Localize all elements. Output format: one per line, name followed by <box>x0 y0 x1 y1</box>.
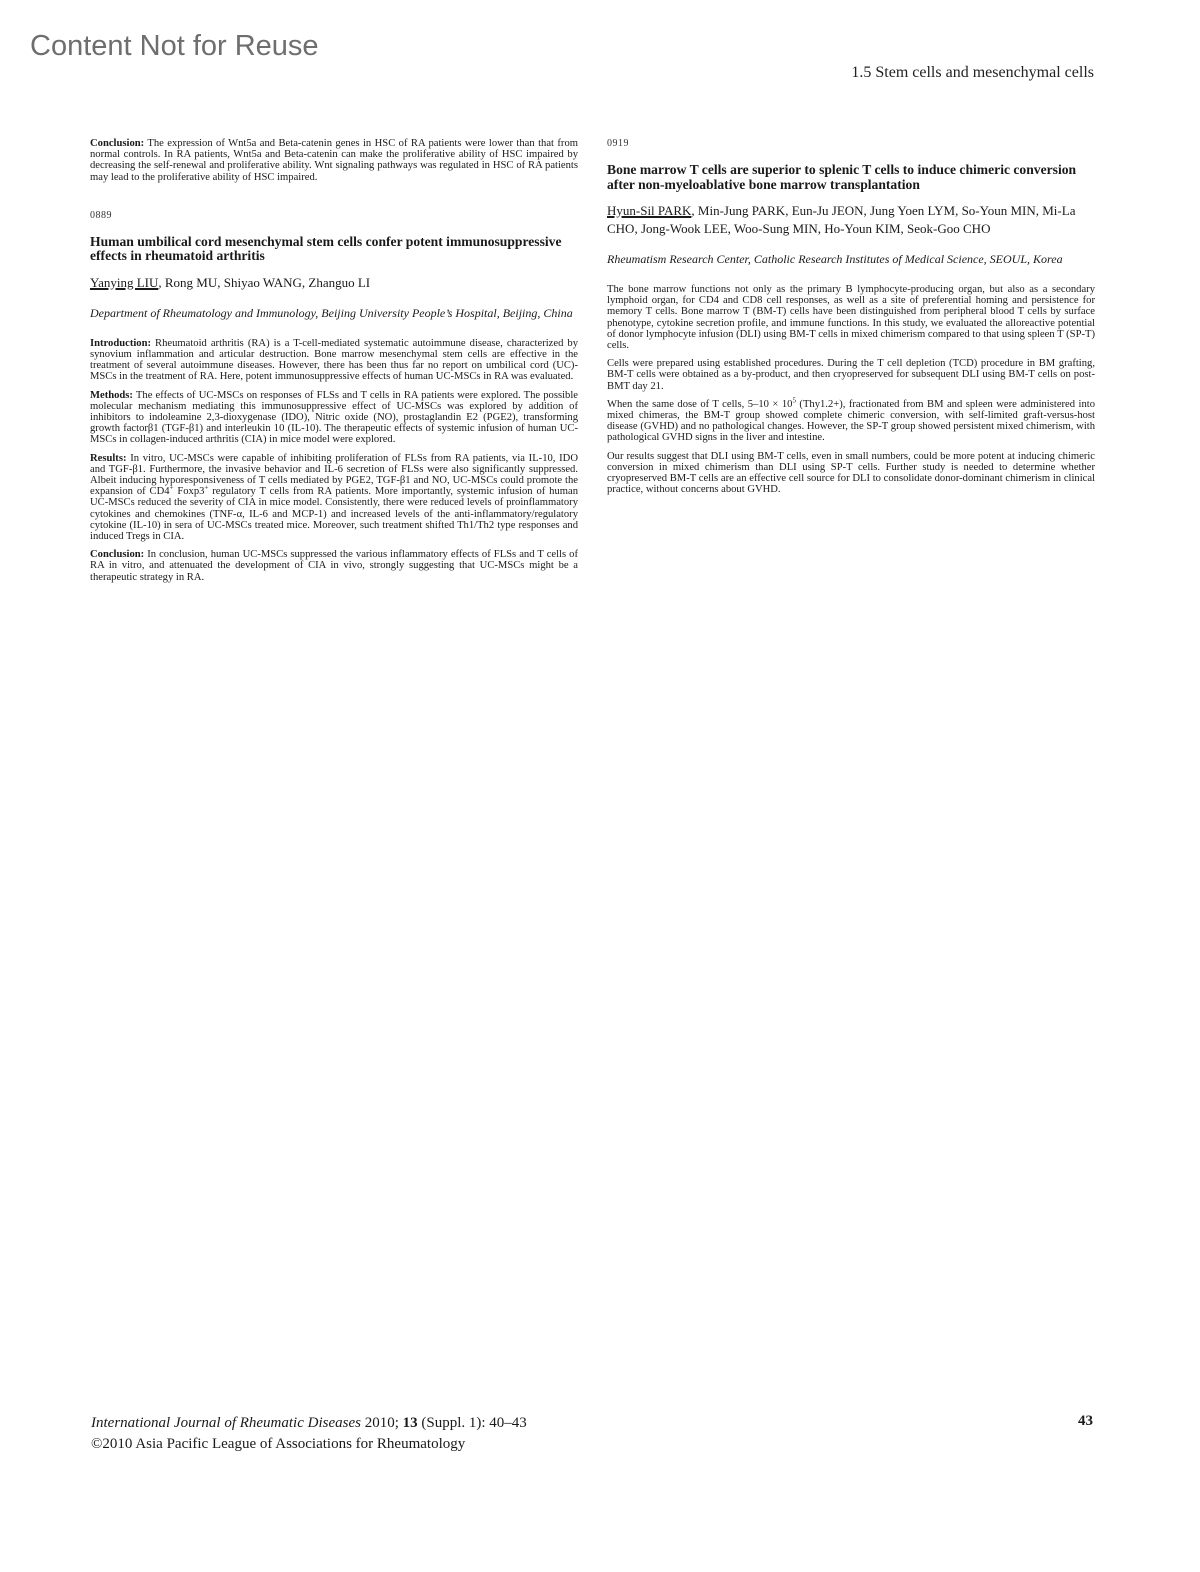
copyright-line: ©2010 Asia Pacific League of Associations for Rheumatology <box>91 1436 466 1452</box>
p3-text-a: When the same dose of T cells, 5–10 × 10 <box>607 398 793 410</box>
methods-text: The effects of UC-MSCs on responses of FLSs and T cells in RA patients were explored. The possible molecular mechanism mediating this immunosuppressive effect of UC-MSCs was explored by addition of inhibitors to indoleamine 2,3-dioxygenase (IDO), Nitric oxide (NO), prostaglandin E2 (PGE2), transforming growth factorβ1 (TGF-β1) and interleukin 10 (IL-10). The therapeutic effects of systemic infusion of human UC-MSCs in collagen-induced arthritis (CIA) in mice model were explored. <box>90 389 578 446</box>
journal-volume: 13 <box>402 1415 418 1431</box>
conclusion-label: Conclusion: <box>90 138 145 149</box>
co-authors: , Rong MU, Shiyao WANG, Zhanguo LI <box>158 274 371 290</box>
results-text-c: regulatory T cells from RA patients. More importantly, systemic infusion of human UC-MSCs reduced the severity of CIA in mice model. Consistently, there were reduced levels of proinflammatory cytokines and chemokines (TNF-α, IL-6 and MCP-1) and increased levels of the anti-inflammatory/regulatory cytokine (IL-10) in sera of UC-MSCs treated mice. Moreover, such treatment shifted Th1/Th2 type responses and induced Tregs in CIA. <box>90 486 578 543</box>
abstract-title: Bone marrow T cells are superior to splenic T cells to induce chimeric conversion after non-myeloablative bone marrow transplantation <box>607 162 1077 192</box>
left-column <box>90 138 578 590</box>
journal-name: International Journal of Rheumatic Diseases <box>91 1415 361 1431</box>
affiliation: Department of Rheumatology and Immunology, Beijing University People’s Hospital, Beijing, China <box>90 305 573 320</box>
footer-citation <box>91 1413 527 1455</box>
right-column <box>607 138 1095 502</box>
citation-line <box>91 1413 527 1434</box>
author-list <box>90 274 578 292</box>
introduction-text: Rheumatoid arthritis (RA) is a T-cell-mediated systematic autoimmune disease, characterized by synovium inflammation and articular destruction. Bone marrow mesenchymal stem cells are effective in the treatment of several autoimmune diseases. However, there has been thus far no report on umbilical cord (UC)-MSCs in the treatment of RA. Here, potent immunosuppressive effects of human UC-MSCs in RA was evaluated. <box>90 337 578 383</box>
conclusion-text: The expression of Wnt5a and Beta-catenin genes in HSC of RA patients were lower than that from normal controls. In RA patients, Wnt5a and Beta-catenin can make the proliferative ability of HSC impaired by decreasing the self-renewal and proliferative ability. Wnt signaling pathways was regulated in HSC of RA patients may lead to the proliferative ability of HSC impaired. <box>90 138 578 183</box>
watermark: Content Not for Reuse <box>30 30 319 62</box>
introduction-paragraph <box>90 338 578 383</box>
methods-label: Methods: <box>90 389 133 401</box>
body-paragraph-3 <box>607 396 1095 444</box>
journal-issue: (Suppl. 1): 40–43 <box>417 1415 527 1431</box>
p3-sup: 5 <box>792 396 796 405</box>
abstract-id: 0919 <box>607 138 629 149</box>
carryover-conclusion <box>90 138 578 183</box>
author-list <box>607 202 1095 238</box>
conclusion-text-2: In conclusion, human UC-MSCs suppressed the various inflammatory effects of FLSs and T cells of RA in vitro, and attenuated the development of CIA in vivo, strongly suggesting that UC-MSCs might be a therapeutic strategy in RA. <box>90 549 578 583</box>
results-label: Results: <box>90 452 127 464</box>
results-sup-a: + <box>169 483 174 492</box>
results-text-a: In vitro, UC-MSCs were capable of inhibiting proliferation of FLSs from RA patients, via IL-10, IDO and TGF-β1. Furthermore, the invasive behavior and IL-6 secretion of FLSs were also significantly suppressed. Albeit inducing hyporesponsiveness of T cells mediated by PGE2, TGF-β1 and NO, UC-MSCs could promote the expansion of CD4 <box>90 452 578 498</box>
presenting-author: Hyun-Sil PARK <box>607 203 692 218</box>
results-sup-b: + <box>204 483 209 492</box>
body-paragraph-4: Our results suggest that DLI using BM-T cells, even in small numbers, could be more potent at inducing chimeric conversion in mixed chimerism than DLI using SP-T cells. Further study is needed to determine whether cryopreserved BM-T cells are an effective cell source for DLI to consolidate donor-dominant chimerism in clinical practice, without concerns about GVHD. <box>607 450 1095 496</box>
body-paragraph-1: The bone marrow functions not only as the primary B lymphocyte-producing organ, but also as a secondary lymphoid organ, for CD4 and CD8 cell responses, as well as a site of preferential homing and persistence for memory T cells. Bone marrow T (BM-T) cells have been distinguished from peripheral blood T cells by surface phenotype, cytokine secretion profile, and immune functions. In this study, we evaluated the alloreactive potential of donor lymphocyte infusion (DLI) using BM-T cells in mixed chimerism compared to that using spleen T (SP-T) cells. <box>607 284 1095 352</box>
co-authors: , Min-Jung PARK, Eun-Ju JEON, Jung Yoen LYM, So-Youn MIN, Mi-La CHO, Jong-Wook LEE, Woo-Sung MIN, Ho-Youn KIM, Seok-Goo CHO <box>607 203 1076 236</box>
abstract-id: 0889 <box>90 209 112 221</box>
results-text-b: Foxp3 <box>173 486 205 498</box>
methods-paragraph <box>90 390 578 446</box>
presenting-author: Yanying LIU <box>90 274 159 290</box>
results-paragraph <box>90 453 578 543</box>
p3-text-b: (Thy1.2+), fractionated from BM and spleen were administered into mixed chimeras, the BM-T group showed complete chimeric conversion, with self-limited graft-versus-host disease (GVHD) and no pathological changes. However, the SP-T group showed persistent mixed chimerism, with pathological GVHD signs in the liver and intestine. <box>607 398 1095 444</box>
abstract-title: Human umbilical cord mesenchymal stem cells confer potent immunosuppressive effects in rheumatoid arthritis <box>90 233 562 264</box>
conclusion-paragraph <box>90 549 578 583</box>
conclusion-label-2: Conclusion: <box>90 549 145 561</box>
body-paragraph-2: Cells were prepared using established procedures. During the T cell depletion (TCD) procedure in BM grafting, BM-T cells were obtained as a by-product, and then cryopreserved for subsequent DLI using BM-T cells on post-BMT day 21. <box>607 358 1095 392</box>
journal-year: 2010; <box>360 1415 403 1431</box>
affiliation: Rheumatism Research Center, Catholic Research Institutes of Medical Science, SEOUL, Korea <box>607 252 1063 266</box>
page-number: 43 <box>1078 1413 1093 1429</box>
section-header: 1.5 Stem cells and mesenchymal cells <box>851 64 1094 81</box>
introduction-label: Introduction: <box>90 337 152 349</box>
